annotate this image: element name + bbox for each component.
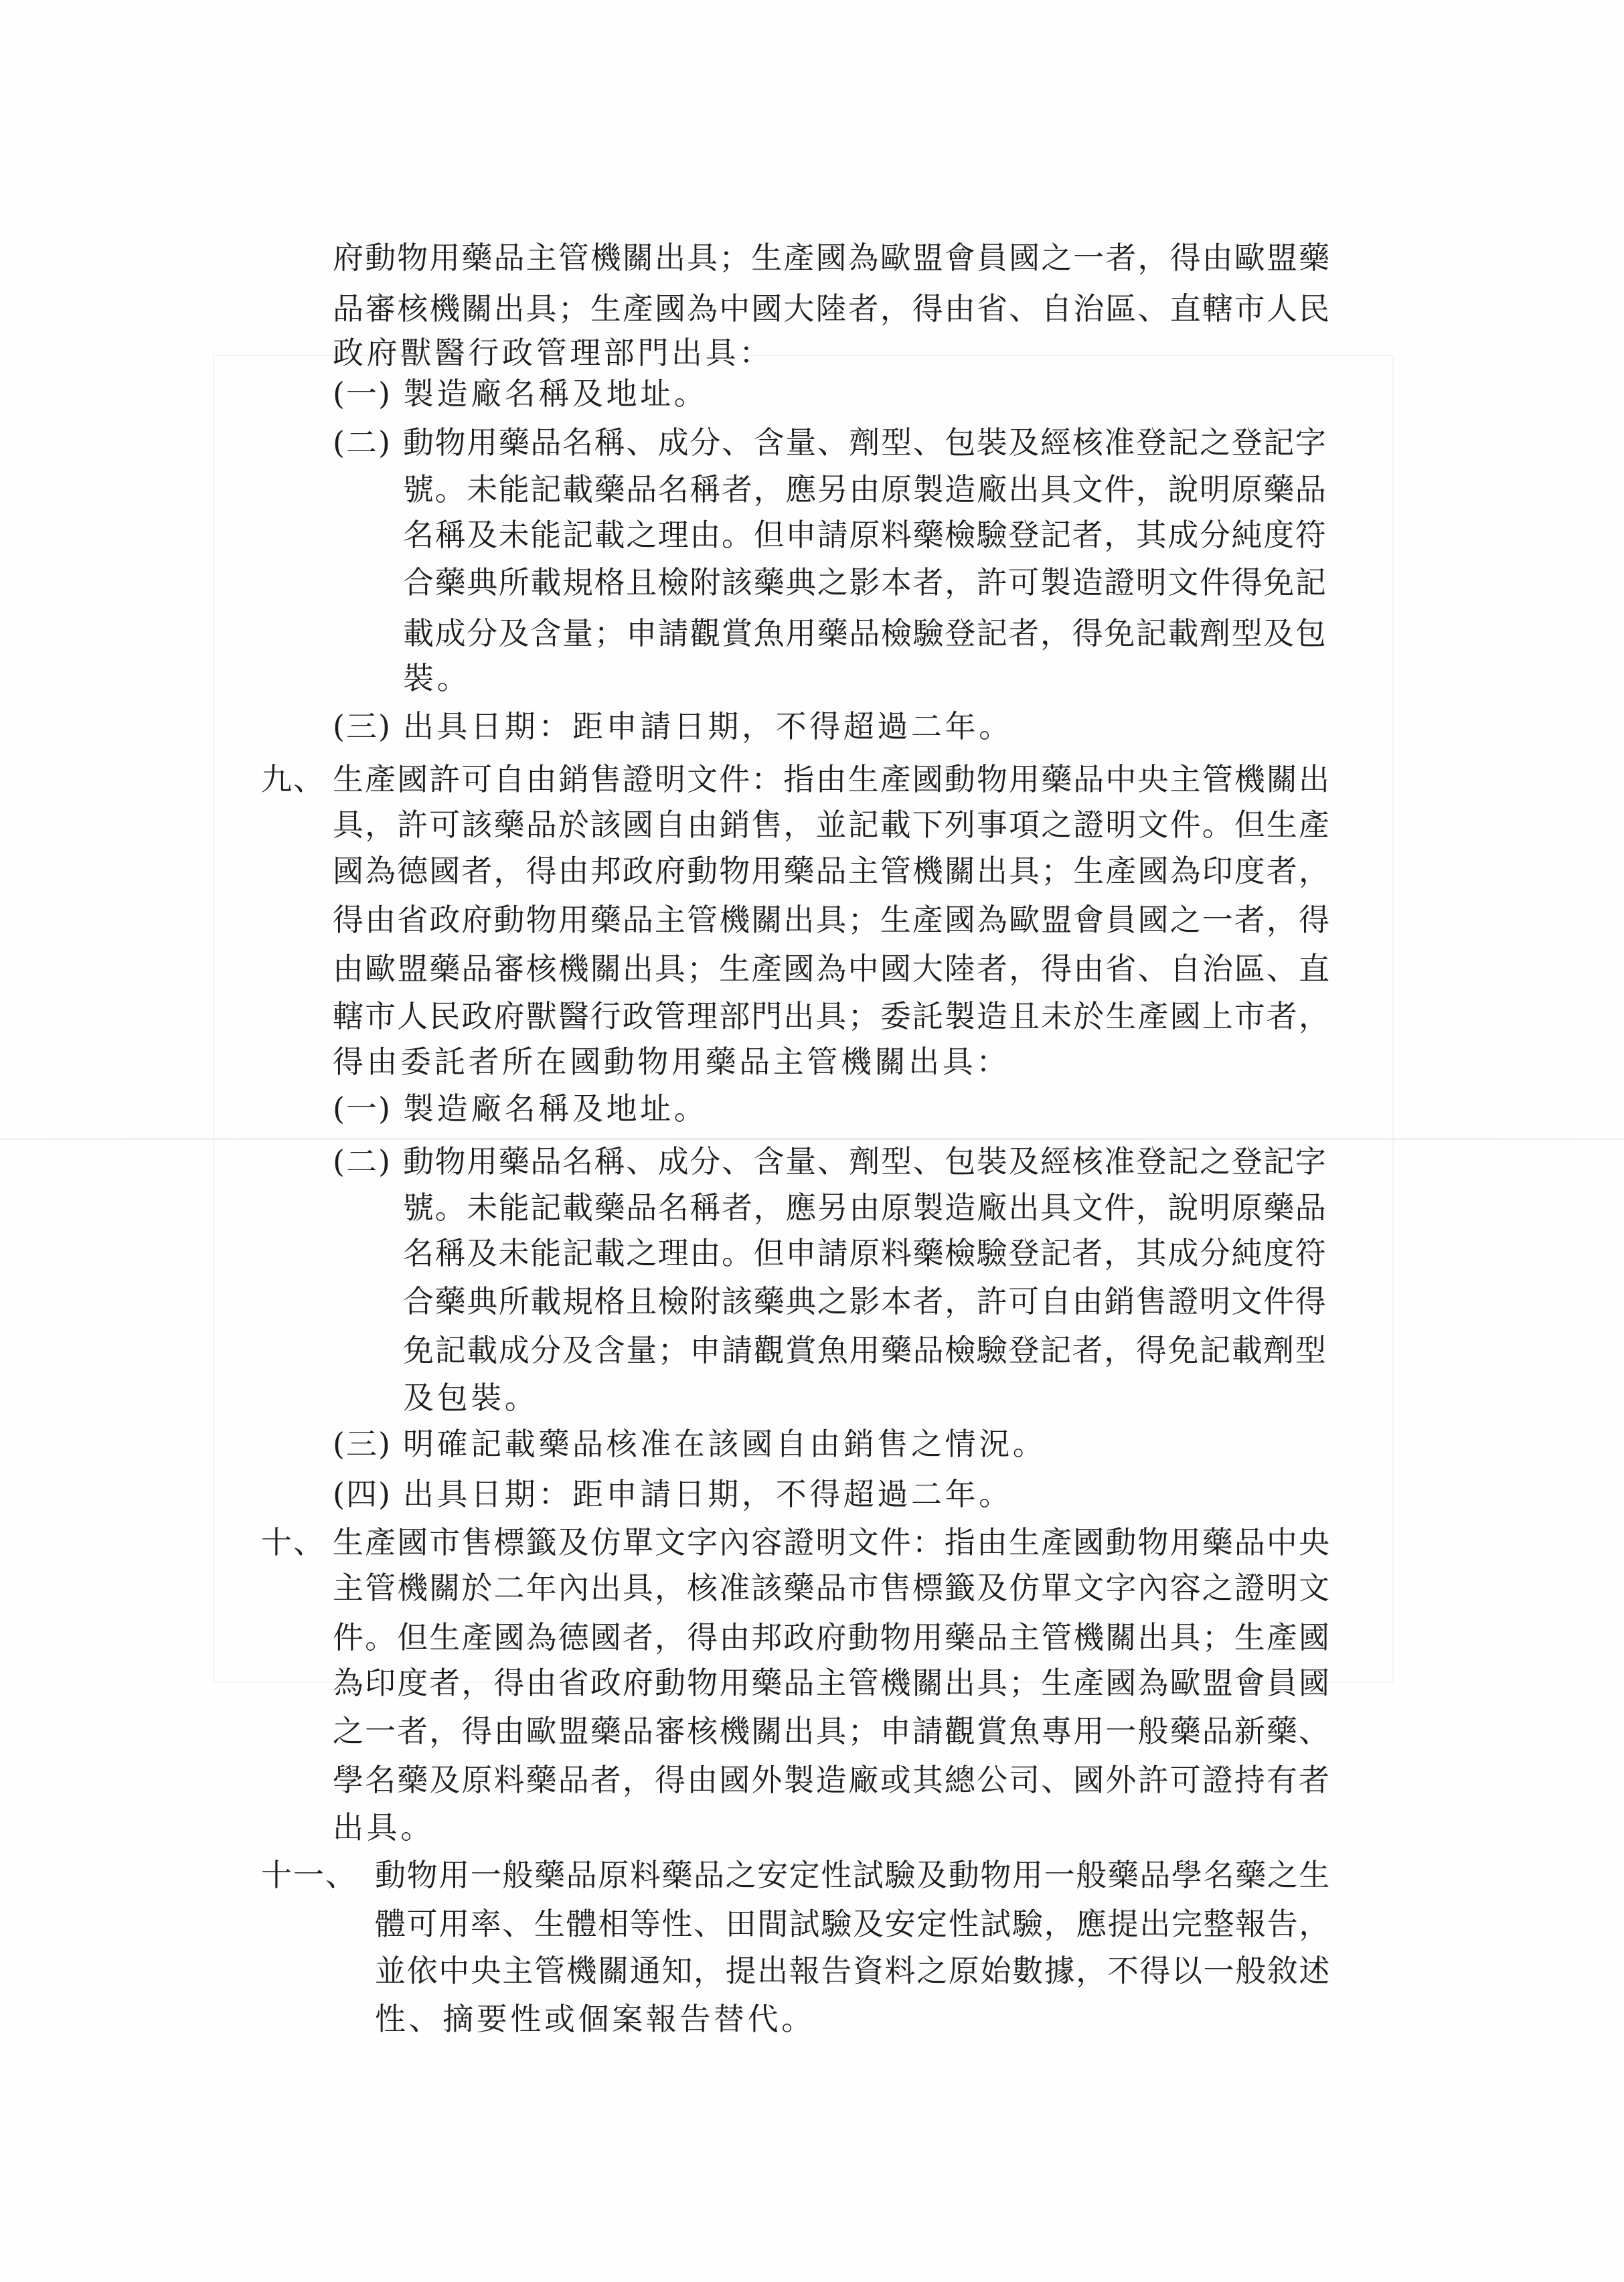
section-10-line-2: 主管機關於二年內出具，核准該藥品市售標籤及仿單文字內容之證明文 bbox=[333, 1570, 1331, 1606]
item-8-1-line-1: 製造廠名稱及地址。 bbox=[403, 376, 708, 412]
section-10-line-7: 出具。 bbox=[333, 1809, 434, 1846]
section-9-line-2: 具，許可該藥品於該國自由銷售，並記載下列事項之證明文件。但生產 bbox=[333, 807, 1331, 843]
item-9-2-line-6: 及包裝。 bbox=[403, 1380, 539, 1416]
item-label-8-2: (二) bbox=[333, 424, 392, 461]
item-9-2-line-5: 免記載成分及含量；申請觀賞魚用藥品檢驗登記者，得免記載劑型 bbox=[403, 1332, 1327, 1368]
item-label-9-1: (一) bbox=[333, 1090, 392, 1127]
continuation-line-3: 政府獸醫行政管理部門出具： bbox=[333, 335, 773, 371]
continuation-line-2: 品審核機關出具；生產國為中國大陸者，得由省、自治區、直轄市人民 bbox=[333, 291, 1331, 327]
item-9-2-line-3: 名稱及未能記載之理由。但申請原料藥檢驗登記者，其成分純度符 bbox=[403, 1235, 1327, 1271]
item-9-4-line-1: 出具日期：距申請日期，不得超過二年。 bbox=[403, 1476, 1013, 1512]
item-8-3-line-1: 出具日期：距申請日期，不得超過二年。 bbox=[403, 708, 1013, 744]
item-8-2-line-3: 名稱及未能記載之理由。但申請原料藥檢驗登記者，其成分純度符 bbox=[403, 517, 1327, 553]
section-10-line-6: 學名藥及原料藥品者，得由國外製造廠或其總公司、國外許可證持有者 bbox=[333, 1762, 1331, 1798]
section-label-11: 十一、 bbox=[261, 1857, 357, 1893]
section-9-line-1: 生產國許可自由銷售證明文件：指由生產國動物用藥品中央主管機關出 bbox=[333, 761, 1331, 797]
item-8-2-line-5: 載成分及含量；申請觀賞魚用藥品檢驗登記者，得免記載劑型及包 bbox=[403, 615, 1327, 651]
item-9-3-line-1: 明確記載藥品核准在該國自由銷售之情況。 bbox=[403, 1426, 1047, 1462]
section-11-line-4: 性、摘要性或個案報告替代。 bbox=[375, 2001, 815, 2037]
item-9-1-line-1: 製造廠名稱及地址。 bbox=[403, 1090, 708, 1127]
section-10-line-1: 生產國市售標籤及仿單文字內容證明文件：指由生產國動物用藥品中央 bbox=[333, 1524, 1331, 1560]
section-9-line-6: 轄市人民政府獸醫行政管理部門出具；委託製造且未於生產國上市者， bbox=[333, 998, 1331, 1034]
section-10-line-3: 件。但生產國為德國者，得由邦政府動物用藥品主管機關出具；生產國 bbox=[333, 1619, 1331, 1655]
section-label-10: 十、 bbox=[261, 1524, 325, 1560]
section-11-line-3: 並依中央主管機關通知，提出報告資料之原始數據，不得以一般敘述 bbox=[375, 1953, 1331, 1989]
continuation-line-1: 府動物用藥品主管機關出具；生產國為歐盟會員國之一者，得由歐盟藥 bbox=[333, 240, 1331, 276]
item-9-2-line-1: 動物用藥品名稱、成分、含量、劑型、包裝及經核准登記之登記字 bbox=[403, 1143, 1327, 1179]
item-8-2-line-1: 動物用藥品名稱、成分、含量、劑型、包裝及經核准登記之登記字 bbox=[403, 424, 1327, 461]
item-8-2-line-2: 號。未能記載藥品名稱者，應另由原製造廠出具文件，說明原藥品 bbox=[403, 471, 1327, 507]
section-9-line-7: 得由委託者所在國動物用藥品主管機關出具： bbox=[333, 1044, 1010, 1080]
section-10-line-5: 之一者，得由歐盟藥品審核機關出具；申請觀賞魚專用一般藥品新藥、 bbox=[333, 1713, 1331, 1749]
section-10-line-4: 為印度者，得由省政府動物用藥品主管機關出具；生產國為歐盟會員國 bbox=[333, 1665, 1331, 1701]
section-9-line-4: 得由省政府動物用藥品主管機關出具；生產國為歐盟會員國之一者，得 bbox=[333, 902, 1331, 938]
item-label-9-2: (二) bbox=[333, 1143, 392, 1179]
item-9-2-line-4: 合藥典所載規格且檢附該藥典之影本者，許可自由銷售證明文件得 bbox=[403, 1283, 1327, 1319]
item-label-9-3: (三) bbox=[333, 1426, 392, 1462]
item-8-2-line-6: 裝。 bbox=[403, 660, 471, 696]
section-11-line-2: 體可用率、生體相等性、田間試驗及安定性試驗，應提出完整報告， bbox=[375, 1906, 1331, 1942]
item-label-8-1: (一) bbox=[333, 376, 392, 412]
section-9-line-3: 國為德國者，得由邦政府動物用藥品主管機關出具；生產國為印度者， bbox=[333, 853, 1331, 889]
item-9-2-line-2: 號。未能記載藥品名稱者，應另由原製造廠出具文件，說明原藥品 bbox=[403, 1190, 1327, 1226]
item-label-8-3: (三) bbox=[333, 708, 392, 744]
item-label-9-4: (四) bbox=[333, 1476, 392, 1512]
section-11-line-1: 動物用一般藥品原料藥品之安定性試驗及動物用一般藥品學名藥之生 bbox=[375, 1857, 1331, 1893]
section-9-line-5: 由歐盟藥品審核機關出具；生產國為中國大陸者，得由省、自治區、直 bbox=[333, 951, 1331, 987]
item-8-2-line-4: 合藥典所載規格且檢附該藥典之影本者，許可製造證明文件得免記 bbox=[403, 564, 1327, 600]
section-label-9: 九、 bbox=[261, 761, 325, 797]
